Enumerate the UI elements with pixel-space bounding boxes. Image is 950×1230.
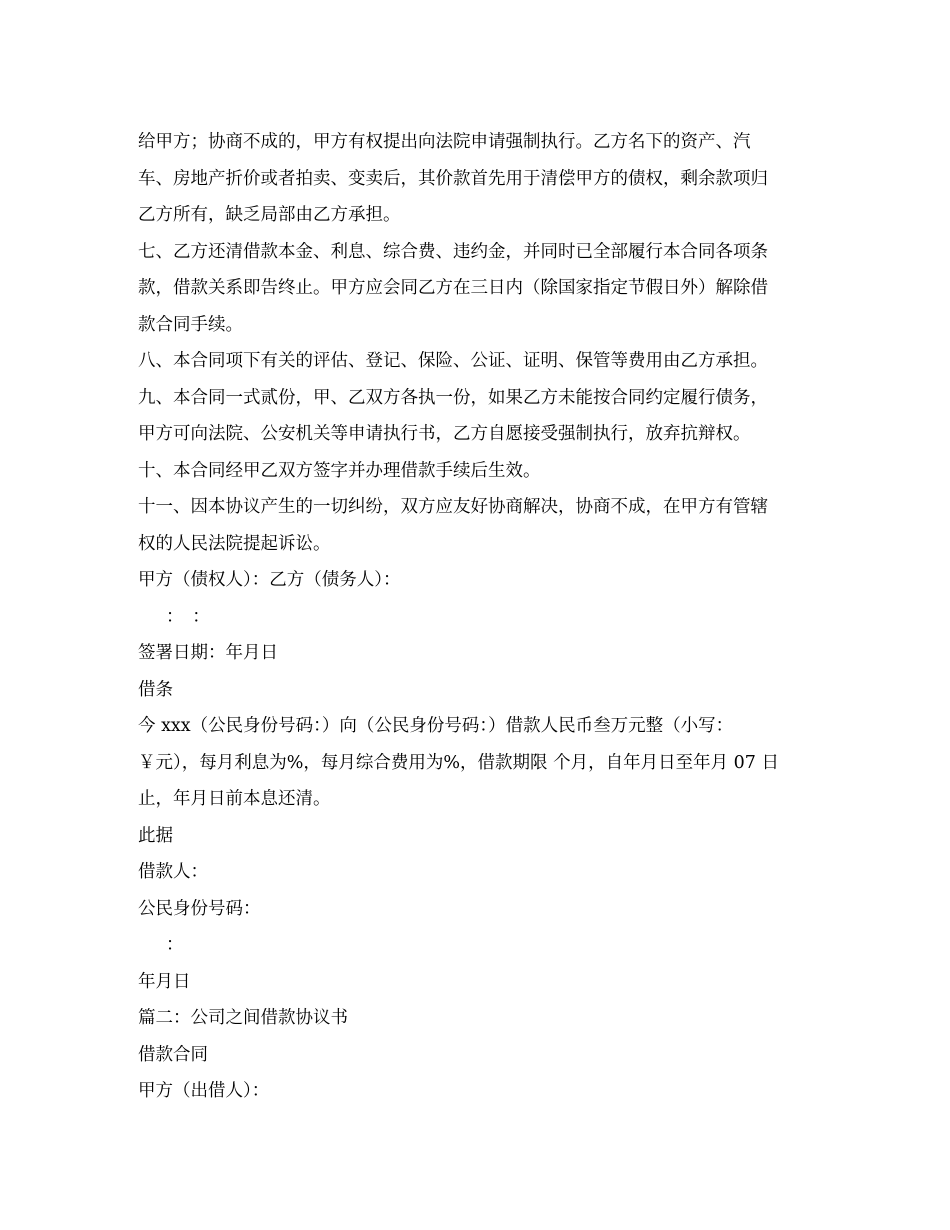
document-body xyxy=(138,124,818,1110)
date-line: 年月日 xyxy=(138,971,191,992)
text-line: 权的人民法院提起诉讼。 xyxy=(138,533,331,554)
text-line: 止，年月日前本息还清。 xyxy=(138,789,331,809)
lender-line: 甲方（出借人）： xyxy=(138,1081,270,1101)
contract-title: 借款合同 xyxy=(138,1044,208,1065)
text-line: ： xyxy=(166,935,184,955)
section-heading: 篇二：公司之间借款协议书 xyxy=(138,1008,348,1028)
text-line: 车、房地产折价或者拍卖、变卖后，其价款首先用于清偿甲方的债权，剩余款项归 xyxy=(138,168,768,189)
text-line: 十一、因本协议产生的一切纠纷，双方应友好协商解决，协商不成，在甲方有管辖 xyxy=(138,497,768,517)
text-line: 给甲方；协商不成的，甲方有权提出向法院申请强制执行。乙方名下的资产、汽 xyxy=(138,132,751,152)
text-line: 甲方可向法院、公安机关等申请执行书，乙方自愿接受强制执行，放弃抗辩权。 xyxy=(138,424,751,444)
text-line: 款，借款关系即告终止。甲方应会同乙方在三日内（除国家指定节假日外）解除借 xyxy=(138,278,768,298)
signing-date-line: 签署日期：年月日 xyxy=(138,643,278,663)
text-line: 九、本合同一式贰份，甲、乙双方各执一份，如果乙方未能按合同约定履行债务， xyxy=(138,387,768,408)
text-line: 今 xxx（公民身份号码：）向（公民身份号码：）借款人民币叁万元整（小写： xyxy=(138,716,734,736)
signature-parties-line: 甲方（债权人）：乙方（债务人）： xyxy=(138,570,401,590)
text-line: 十、本合同经甲乙双方签字并办理借款手续后生效。 xyxy=(138,460,541,481)
text-line: ： ： xyxy=(166,606,210,627)
section-title: 借条 xyxy=(138,679,173,700)
text-line: 七、乙方还清借款本金、利息、综合费、违约金，并同时已全部履行本合同各项条 xyxy=(138,241,768,262)
text-line: 八、本合同项下有关的评估、登记、保险、公证、证明、保管等费用由乙方承担。 xyxy=(138,351,768,371)
text-line: ￥元），每月利息为%，每月综合费用为%，借款期限 个月，自年月日至年月 07 日 xyxy=(138,752,779,773)
text-line: 乙方所有，缺乏局部由乙方承担。 xyxy=(138,205,401,225)
id-number-line: 公民身份号码： xyxy=(138,898,261,919)
text-line: 此据 xyxy=(138,825,173,846)
text-line: 款合同手续。 xyxy=(138,314,243,335)
borrower-line: 借款人： xyxy=(138,862,208,882)
